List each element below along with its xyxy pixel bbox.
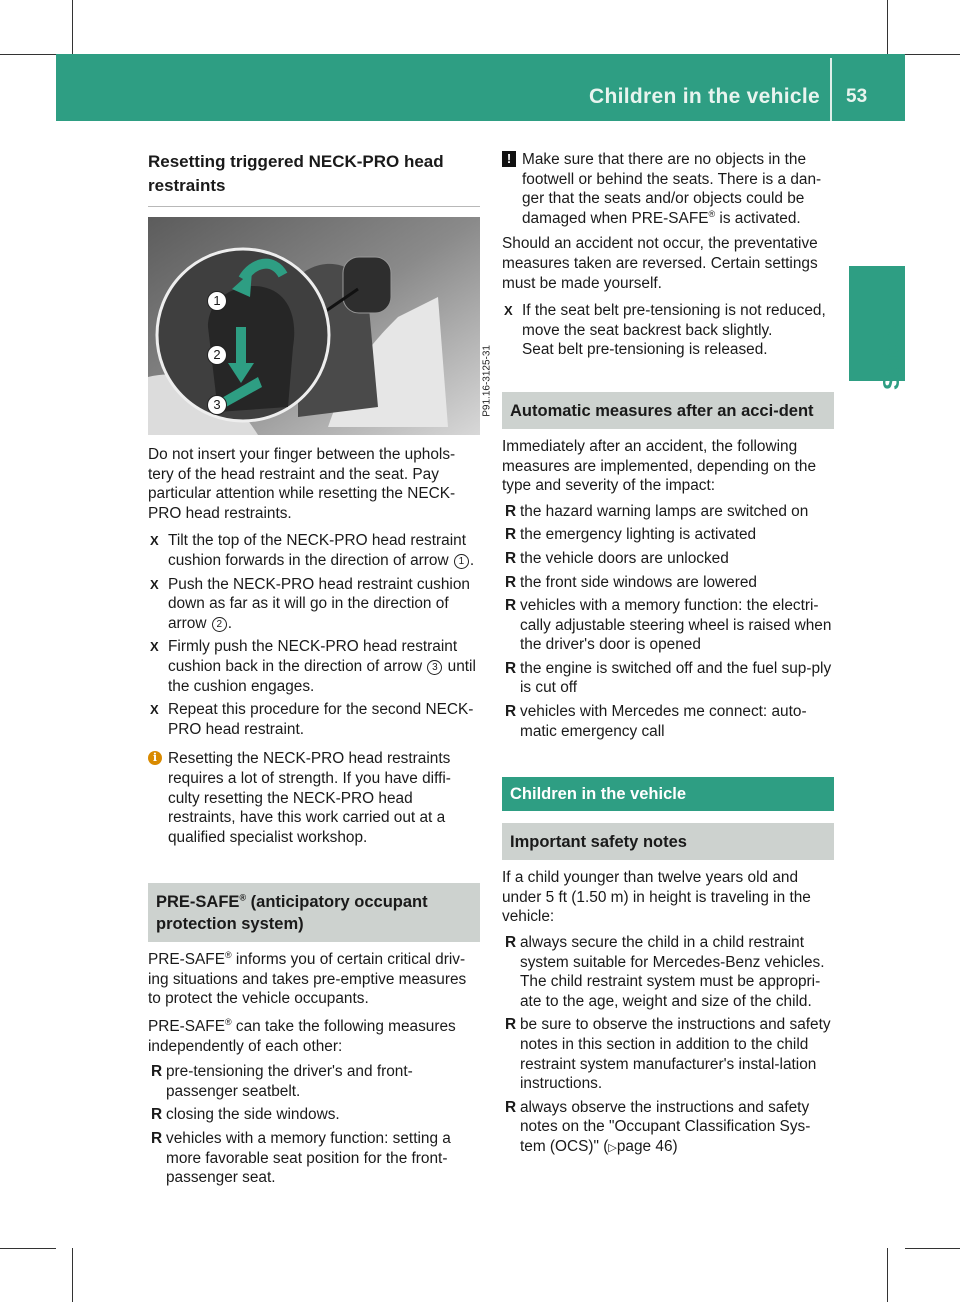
arrow-ref: 2 [212, 617, 227, 632]
callout-2: 2 [207, 345, 227, 365]
bullet-icon: R [505, 1098, 517, 1116]
list-item: R the emergency lighting is activated [505, 526, 757, 544]
paragraph: Should an accident not occur, the preventative measures taken are reversed. Certain settings must be made yourself. [502, 235, 818, 292]
list-item: R the hazard warning lamps are switched on [505, 502, 809, 520]
list-item: R always observe the instructions and safety notes on the "Occupant Classification Sys-tem (OCS)" (▷page 46) [505, 1098, 811, 1155]
paragraph: PRE-SAFE® can take the following measures independently of each other: [148, 1016, 456, 1055]
step-marker-icon: X [150, 702, 159, 718]
page-46-link[interactable]: page 46) [616, 1137, 678, 1155]
bullet-icon: R [505, 502, 517, 520]
paragraph: If a child younger than twelve years old and under 5 ft (1.50 m) in height is traveling in the vehicle: [502, 869, 811, 926]
crop-mark [0, 54, 56, 55]
bullet-icon: R [505, 526, 517, 544]
info-icon: i [148, 751, 162, 765]
page-number: 53 [846, 86, 868, 107]
crop-mark [887, 0, 888, 54]
warning-icon: ! [502, 151, 516, 167]
seat-illustration [148, 217, 480, 435]
list-item: R pre-tensioning the driver's and front-passenger seatbelt. [151, 1063, 413, 1100]
arrow-ref: 1 [454, 554, 469, 569]
bullet-icon: R [151, 1130, 163, 1148]
list-item: R the vehicle doors are unlocked [505, 549, 729, 567]
neck-pro-figure [148, 217, 493, 435]
bullet-icon: R [505, 659, 517, 677]
section-heading-neck-pro: Resetting triggered NECK-PRO head restraints [148, 150, 480, 207]
paragraph: PRE-SAFE® informs you of certain critical driv-ing situations and takes pre-emptive measures to protect the vehicle occupants. [148, 950, 467, 1008]
step-result: Seat belt pre-tensioning is released. [522, 341, 768, 359]
step-marker-icon: X [150, 533, 159, 549]
instruction-step: X Tilt the top of the NECK-PRO head restraint cushion forwards in the direction of arrow 1 . [150, 532, 475, 569]
page-arrow-icon: ▷ [608, 1141, 617, 1154]
bullet-icon: R [505, 597, 517, 615]
list-item: R the front side windows are lowered [505, 573, 757, 591]
step-marker-icon: X [150, 639, 159, 655]
bullet-icon: R [505, 573, 517, 591]
list-item: R the engine is switched off and the fuel sup-ply is cut off [505, 659, 832, 697]
crop-mark [0, 1248, 56, 1249]
bullet-icon: R [505, 1016, 517, 1034]
warning-note: ! Make sure that there are no objects in the footwell or behind the seats. There is a dan-ger that the seats and/or objects could be damaged when PRE-SAFE® is activated. [502, 150, 834, 228]
page-title: Children in the vehicle [589, 85, 820, 108]
info-note: i Resetting the NECK-PRO head restraints requires a lot of strength. If you have diffi-culty resetting the NECK-PRO head restraints, have this work carried out at a qualified specialist workshop. [148, 749, 480, 847]
header-separator [830, 58, 832, 121]
right-column [502, 150, 834, 1163]
section-tab-label: Safety [878, 320, 904, 390]
instruction-step: X Repeat this procedure for the second NECK-PRO head restraint. [150, 701, 474, 738]
crop-mark [72, 1248, 73, 1302]
section-heading-pre-safe: PRE-SAFE® (anticipatory occupant protection system) [148, 883, 480, 942]
list-item: R vehicles with a memory function: setting a more favorable seat position for the front-passenger seat. [151, 1130, 451, 1187]
crop-mark [72, 0, 73, 54]
paragraph: Do not insert your finger between the uphols-tery of the head restraint and the seat. Pay particular attention while resetting the NECK-PRO head restraints. [148, 446, 456, 522]
section-heading-children: Children in the vehicle [502, 777, 834, 811]
bullet-icon: R [151, 1106, 163, 1124]
instruction-step: X If the seat belt pre-tensioning is not reduced, move the seat backrest back slightly. Seat belt pre-tensioning is released. [504, 302, 826, 359]
arrow-ref: 3 [427, 660, 442, 675]
section-heading-safety-notes: Important safety notes [502, 823, 834, 860]
instruction-step: X Firmly push the NECK-PRO head restraint cushion back in the direction of arrow 3 until the cushion engages. [150, 638, 476, 695]
bullet-icon: R [505, 703, 517, 721]
list-item: R be sure to observe the instructions and safety notes in this section in addition to the child restraint system manufacturer's instal-lation instructions. [505, 1016, 831, 1093]
list-item: R always secure the child in a child restraint system suitable for Mercedes-Benz vehicles. The child restraint system must be appropri-ate to the age, weight and size of the child. [505, 934, 825, 1010]
callout-3: 3 [207, 395, 227, 415]
left-column [148, 150, 493, 1192]
callout-1: 1 [207, 291, 227, 311]
bullet-icon: R [505, 549, 517, 567]
list-item: R closing the side windows. [151, 1106, 340, 1124]
crop-mark [905, 54, 960, 55]
instruction-step: X Push the NECK-PRO head restraint cushion down as far as it will go in the direction of arrow 2 . [150, 575, 470, 632]
crop-mark [905, 1248, 960, 1249]
bullet-icon: R [505, 934, 517, 952]
paragraph: Immediately after an accident, the following measures are implemented, depending on the type and severity of the impact: [502, 437, 816, 495]
bullet-icon: R [151, 1063, 163, 1081]
section-heading-automatic-measures: Automatic measures after an acci-dent [502, 392, 834, 429]
list-item: R vehicles with a memory function: the electri-cally adjustable steering wheel is raised when the driver's door is opened [505, 597, 832, 654]
crop-mark [887, 1248, 888, 1302]
list-item: R vehicles with Mercedes me connect: auto-matic emergency call [505, 703, 807, 740]
step-marker-icon: X [150, 576, 159, 592]
figure-code: P91.16-3125-31 [482, 345, 493, 417]
step-marker-icon: X [504, 303, 513, 319]
